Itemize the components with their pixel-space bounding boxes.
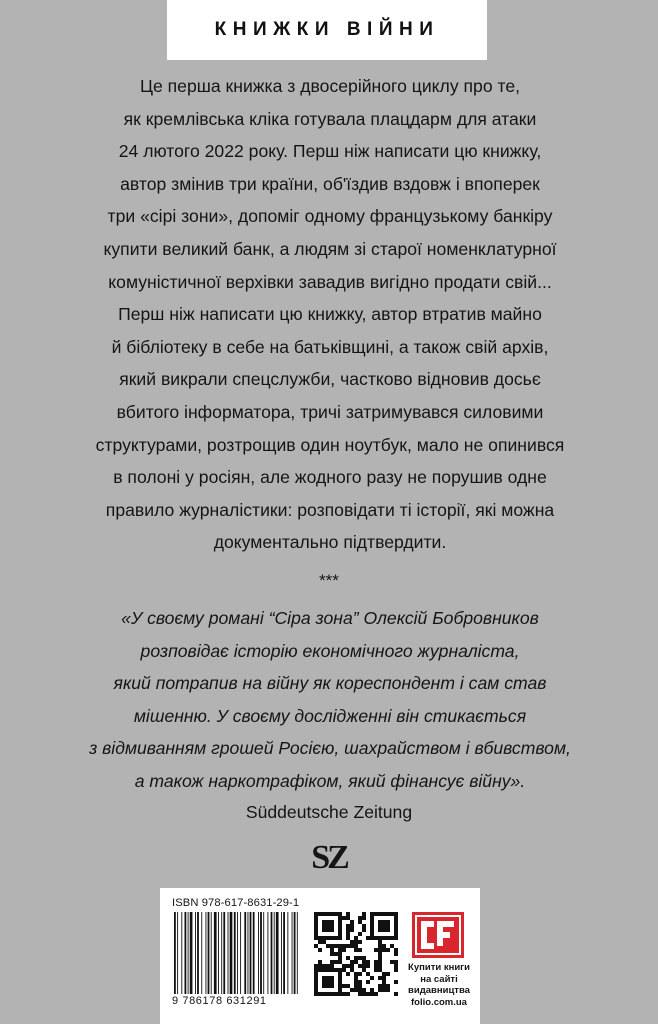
blurb-line: комуністичної верхівки завадив вигідно продати свій... (108, 271, 552, 292)
cf-publisher-logo-icon (412, 912, 464, 958)
blurb-line: структурами, розтрощив один ноутбук, мало не опинився (95, 434, 565, 455)
blurb-line: в полоні у росіян, але жодного разу не порушив одне (113, 467, 547, 488)
sz-logo: SZ (311, 839, 347, 876)
series-title: КНИЖКИ ВІЙНИ (214, 19, 440, 40)
blurb-line: правило журналістики: розповідати ті історії, які можна (105, 499, 555, 520)
barcode-icon (172, 912, 302, 994)
barcode-digits: 9 786178 631291 (172, 995, 267, 1007)
isbn-info-box (160, 888, 480, 1024)
qr-code-icon (314, 912, 398, 996)
quote-line: а також наркотрафіком, який фінансує війну». (134, 770, 526, 791)
blurb-line: 24 лютого 2022 року. Перш ніж написати цю книжку, (118, 141, 542, 162)
quote-line: розповідає історію економічного журналіста, (140, 640, 520, 661)
quote-source: Süddeutsche Zeitung (245, 802, 413, 822)
blurb-line: Це перша книжка з двосерійного циклу про те, (139, 76, 521, 96)
buy-caption-line: видавництва (408, 985, 470, 996)
series-banner (167, 0, 487, 60)
buy-caption-line: на сайті (420, 973, 458, 985)
buy-caption-line: Купити книги (408, 962, 470, 973)
blurb-line: вбитого інформатора, тричі затримувався силовими (116, 401, 544, 422)
blurb-line: як кремлівська кліка готувала плацдарм для атаки (123, 108, 537, 129)
section-separator: *** (319, 571, 339, 590)
blurb-line: автор змінив три країни, об'їздив вздовж і впоперек (120, 173, 540, 194)
blurb-line: й бібліотеку в себе на батьківщині, а також свій архів, (111, 336, 549, 357)
review-quote (40, 602, 620, 798)
quote-line: мішенню. У своєму дослідженні він стикається (133, 705, 527, 726)
blurb-line: купити великий банк, а людям зі старої номенклатурної (103, 238, 557, 259)
blurb-line: три «сірі зони», допоміг одному французькому банкіру (107, 206, 553, 227)
isbn-text: ISBN 978-617-8631-29-1 (172, 897, 300, 909)
buy-books-caption (404, 962, 474, 1008)
blurb-line: Перш ніж написати цю книжку, автор втратив майно (118, 304, 542, 325)
quote-line: «У своєму романі “Сіра зона” Олексій Бобровников (121, 608, 539, 628)
blurb-line: який викрали спецслужби, частково відновив досьє (119, 369, 541, 390)
buy-caption-line[interactable]: folio.com.ua (411, 996, 467, 1008)
blurb-text (40, 70, 620, 559)
blurb-line: документально підтвердити. (213, 532, 447, 553)
quote-line: з відмиванням грошей Росією, шахрайством і вбивством, (89, 738, 571, 759)
quote-line: який потрапив на війну як кореспондент і сам став (113, 673, 547, 694)
